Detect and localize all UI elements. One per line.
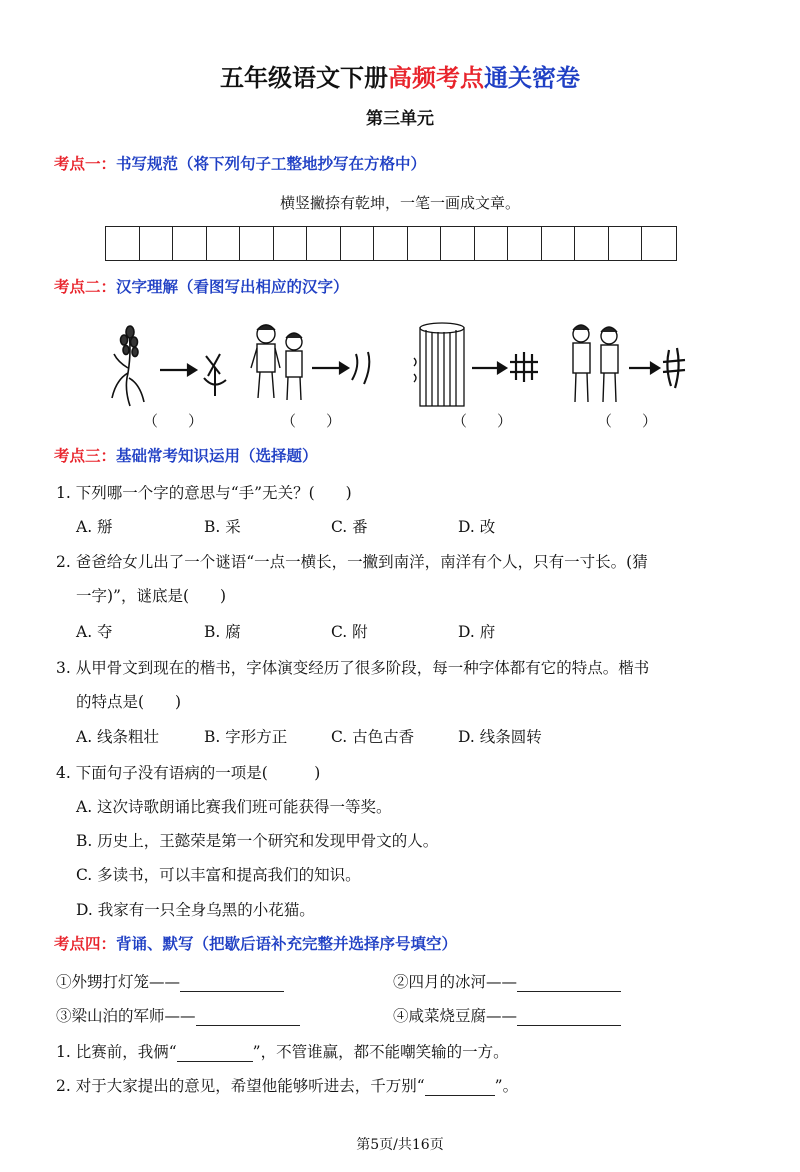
- option-a[interactable]: A. 掰: [76, 518, 113, 536]
- option-d[interactable]: D. 我家有一只全身乌黑的小花猫。: [76, 901, 315, 919]
- section-label: 考点四：: [54, 935, 117, 953]
- section-label: 考点二：: [54, 278, 117, 296]
- question-1-stem: 1. 下列哪一个字的意思与“手”无关？( ): [56, 484, 352, 502]
- two-people-picture-icon: [248, 318, 383, 413]
- answer-parens-2[interactable]: （ ）: [281, 412, 342, 430]
- xiehouyu-text: ②四月的冰河——: [393, 973, 518, 991]
- grid-cell[interactable]: [374, 227, 408, 260]
- fill-before: 1. 比赛前，我俩“: [56, 1043, 177, 1061]
- title-red: 高频考点: [388, 64, 484, 92]
- option-b[interactable]: B. 历史上，王懿荣是第一个研究和发现甲骨文的人。: [76, 832, 439, 850]
- xiehouyu-2: [393, 970, 621, 992]
- answer-blank[interactable]: [177, 1043, 253, 1062]
- xiehouyu-text: ④咸菜烧豆腐——: [393, 1007, 518, 1025]
- answer-parens-3[interactable]: （ ）: [452, 412, 513, 430]
- section-label: 考点三：: [54, 447, 117, 465]
- grid-cell[interactable]: [408, 227, 442, 260]
- bamboo-slips-picture-icon: [410, 318, 550, 413]
- section-text: 背诵、默写（把歇后语补充完整并选择序号填空）: [116, 935, 458, 953]
- grid-cell[interactable]: [307, 227, 341, 260]
- grid-cell[interactable]: [240, 227, 274, 260]
- grain-picture-icon: [108, 318, 238, 413]
- option-a[interactable]: A. 这次诗歌朗诵比赛我们班可能获得一等奖。: [76, 798, 392, 816]
- question-2-stem-line-2: 一字)”，谜底是( ): [76, 587, 227, 605]
- option-a[interactable]: A. 线条粗壮: [76, 728, 160, 746]
- question-4-stem: 4. 下面句子没有语病的一项是( ): [56, 764, 321, 782]
- answer-blank[interactable]: [425, 1077, 495, 1096]
- section-heading-1: [54, 152, 426, 174]
- option-a[interactable]: A. 夺: [76, 623, 113, 641]
- grid-cell[interactable]: [642, 227, 676, 260]
- xiehouyu-text: ③梁山泊的军师——: [56, 1007, 196, 1025]
- grid-cell[interactable]: [609, 227, 643, 260]
- answer-blank[interactable]: [180, 973, 284, 992]
- section-heading-4: [54, 932, 457, 954]
- xiehouyu-4: [393, 1004, 621, 1026]
- answer-parens-4[interactable]: （ ）: [597, 412, 658, 430]
- option-d[interactable]: D. 府: [458, 623, 496, 641]
- fill-sentence-1: [56, 1040, 509, 1062]
- grid-cell[interactable]: [341, 227, 375, 260]
- fill-sentence-2: [56, 1074, 518, 1096]
- title-black: 五年级语文下册: [220, 64, 388, 92]
- grid-cell[interactable]: [542, 227, 576, 260]
- option-b[interactable]: B. 采: [204, 518, 241, 536]
- two-people-bowing-picture-icon: [565, 318, 690, 413]
- section-text: 汉字理解（看图写出相应的汉字）: [116, 278, 349, 296]
- grid-cell[interactable]: [508, 227, 542, 260]
- question-3-stem-line-1: 3. 从甲骨文到现在的楷书，字体演变经历了很多阶段，每一种字体都有它的特点。楷书: [56, 659, 650, 677]
- unit-subtitle: 第三单元: [366, 109, 434, 129]
- option-c[interactable]: C. 古色古香: [331, 728, 415, 746]
- title-blue: 通关密卷: [484, 64, 580, 92]
- option-c[interactable]: C. 多读书，可以丰富和提高我们的知识。: [76, 866, 361, 884]
- section-text: 书写规范（将下列句子工整地抄写在方格中）: [116, 155, 427, 173]
- xiehouyu-1: [56, 970, 284, 992]
- section-label: 考点一：: [54, 155, 117, 173]
- section-heading-2: [54, 275, 349, 297]
- answer-parens-1[interactable]: （ ）: [143, 412, 204, 430]
- page-number-footer: 第5页/共16页: [356, 1137, 444, 1153]
- fill-before: 2. 对于大家提出的意见，希望他能够听进去，千万别“: [56, 1077, 425, 1095]
- grid-cell[interactable]: [106, 227, 140, 260]
- grid-cell[interactable]: [441, 227, 475, 260]
- page-title: [0, 58, 800, 93]
- section-text: 基础常考知识运用（选择题）: [116, 447, 318, 465]
- option-d[interactable]: D. 线条圆转: [458, 728, 542, 746]
- writing-grid[interactable]: [105, 226, 677, 261]
- grid-cell[interactable]: [173, 227, 207, 260]
- grid-cell[interactable]: [274, 227, 308, 260]
- grid-cell[interactable]: [207, 227, 241, 260]
- question-3-stem-line-2: 的特点是( ): [76, 693, 182, 711]
- grid-cell[interactable]: [140, 227, 174, 260]
- xiehouyu-text: ①外甥打灯笼——: [56, 973, 181, 991]
- option-b[interactable]: B. 字形方正: [204, 728, 288, 746]
- option-d[interactable]: D. 改: [458, 518, 496, 536]
- copy-sentence: 横竖撇捺有乾坤，一笔一画成文章。: [279, 194, 520, 212]
- option-c[interactable]: C. 番: [331, 518, 368, 536]
- question-2-stem-line-1: 2. 爸爸给女儿出了一个谜语“一点一横长，一撇到南洋，南洋有个人，只有一寸长。(猜: [56, 553, 648, 571]
- option-b[interactable]: B. 腐: [204, 623, 241, 641]
- option-c[interactable]: C. 附: [331, 623, 368, 641]
- answer-blank[interactable]: [517, 973, 621, 992]
- grid-cell[interactable]: [475, 227, 509, 260]
- answer-blank[interactable]: [196, 1007, 300, 1026]
- fill-after: ”。: [494, 1077, 519, 1095]
- answer-blank[interactable]: [517, 1007, 621, 1026]
- grid-cell[interactable]: [575, 227, 609, 260]
- section-heading-3: [54, 444, 318, 466]
- xiehouyu-3: [56, 1004, 300, 1026]
- fill-after: ”，不管谁赢，都不能嘲笑输的一方。: [252, 1043, 509, 1061]
